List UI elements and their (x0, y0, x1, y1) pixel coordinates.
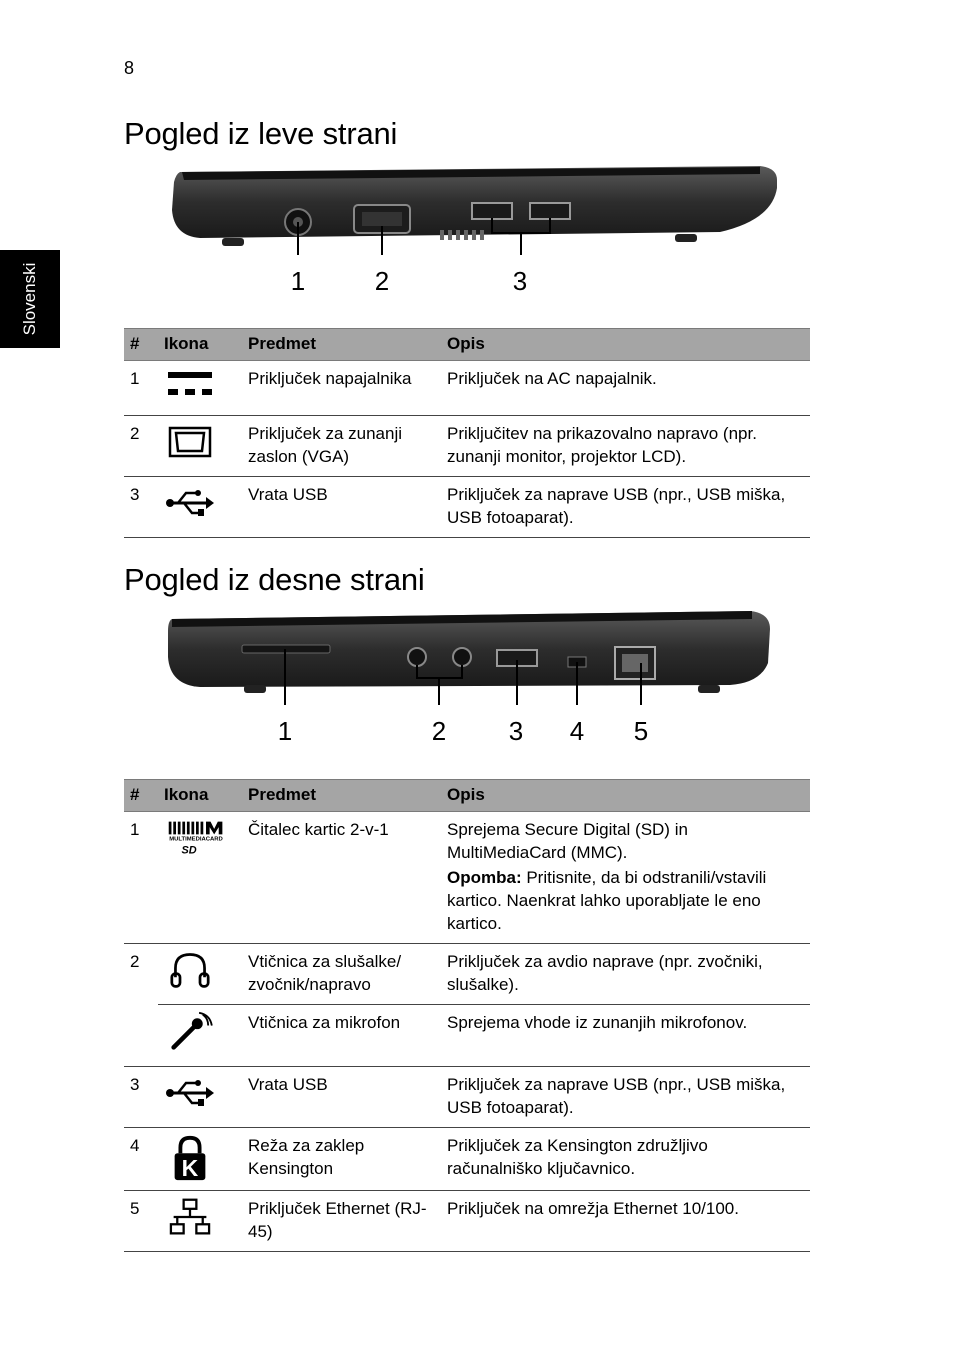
left-callout-2: 2 (374, 266, 390, 296)
header-desc: Opis (441, 780, 810, 812)
header-icon: Ikona (158, 780, 242, 812)
row-item: Vrata USB (242, 477, 441, 538)
row-note (447, 866, 804, 935)
row-desc: Priključek na omrežja Ethernet 10/100. (441, 1191, 810, 1252)
laptop-right-side-image (160, 605, 790, 705)
right-callout-1: 1 (277, 716, 293, 746)
left-view-title: Pogled iz leve strani (124, 116, 398, 151)
right-view-title: Pogled iz desne strani (124, 562, 425, 597)
table-row (124, 361, 810, 416)
row-desc: Priključek na AC napajalnik. (441, 361, 810, 416)
header-desc: Opis (441, 329, 810, 361)
row-item: Vtičnica za mikrofon (242, 1005, 441, 1067)
table-row (124, 1191, 810, 1252)
right-callout-4: 4 (569, 716, 585, 746)
microphone-icon (158, 1005, 242, 1067)
row-desc: Priključek za Kensington združljivo računalniško ključavnico. (441, 1128, 810, 1191)
row-num: 3 (124, 1067, 158, 1128)
vga-icon (158, 416, 242, 477)
right-callout-3: 3 (508, 716, 524, 746)
card-reader-icon (158, 812, 242, 944)
usb-icon (158, 477, 242, 538)
header-num: # (124, 329, 158, 361)
table-row (124, 1067, 810, 1128)
headphones-icon (158, 944, 242, 1005)
kensington-icon-letter: K (181, 1155, 199, 1182)
table-header-row (124, 329, 810, 361)
left-callout-3: 3 (512, 266, 528, 296)
right-callout-2: 2 (431, 716, 447, 746)
row-num: 4 (124, 1128, 158, 1191)
right-ports-table (124, 779, 810, 1252)
header-item: Predmet (242, 329, 441, 361)
row-item: Reža za zaklep Kensington (242, 1128, 441, 1191)
row-desc-text: Sprejema Secure Digital (SD) in MultiMediaCard (MMC). (447, 820, 688, 862)
row-item: Priključek za zunanji zaslon (VGA) (242, 416, 441, 477)
left-ports-table (124, 328, 810, 538)
row-num: 1 (124, 812, 158, 944)
kensington-lock-icon (158, 1128, 242, 1191)
right-callout-5: 5 (633, 716, 649, 746)
row-item: Priključek Ethernet (RJ-45) (242, 1191, 441, 1252)
row-item: Čitalec kartic 2-v-1 (242, 812, 441, 944)
note-label: Opomba: (447, 868, 522, 887)
row-num (124, 1005, 158, 1067)
row-num: 5 (124, 1191, 158, 1252)
table-row (124, 1128, 810, 1191)
table-row (124, 416, 810, 477)
row-item: Priključek napajalnika (242, 361, 441, 416)
page-number: 8 (124, 58, 135, 78)
table-row (124, 812, 810, 944)
row-desc: Priključek za avdio naprave (npr. zvočniki, slušalke). (441, 944, 810, 1005)
language-tab-label: Slovenski (20, 262, 39, 336)
row-num: 2 (130, 952, 140, 971)
left-callout-1: 1 (290, 266, 306, 296)
row-num: 1 (124, 361, 158, 416)
language-tab (0, 250, 60, 348)
row-desc: Sprejema vhode iz zunanjih mikrofonov. (441, 1005, 810, 1067)
table-header-row (124, 780, 810, 812)
header-item: Predmet (242, 780, 441, 812)
power-dc-icon (158, 361, 242, 416)
header-num: # (124, 780, 158, 812)
table-row (124, 1005, 810, 1067)
card-reader-icon-sd-text: SD (181, 844, 197, 857)
row-num: 2 (124, 416, 158, 477)
table-row (124, 944, 810, 1005)
note-text: Pritisnite, da bi odstranili/vstavili kartico. Naenkrat lahko uporabljate le eno kartico. (447, 868, 767, 933)
ethernet-icon (158, 1191, 242, 1252)
header-icon: Ikona (158, 329, 242, 361)
usb-icon (158, 1067, 242, 1128)
table-row (124, 477, 810, 538)
card-reader-icon-mmc-text: MULTIMEDIACARD (169, 836, 223, 843)
row-num: 3 (124, 477, 158, 538)
laptop-left-side-image (160, 160, 790, 255)
row-item: Vrata USB (242, 1067, 441, 1128)
row-item: Vtičnica za slušalke/ zvočnik/napravo (242, 944, 441, 1005)
row-desc: Priključek za naprave USB (npr., USB miška, USB fotoaparat). (441, 477, 810, 538)
row-desc: Priključitev na prikazovalno napravo (npr. zunanji monitor, projektor LCD). (441, 416, 810, 477)
row-desc: Priključek za naprave USB (npr., USB miška, USB fotoaparat). (441, 1067, 810, 1128)
row-desc (441, 812, 810, 944)
